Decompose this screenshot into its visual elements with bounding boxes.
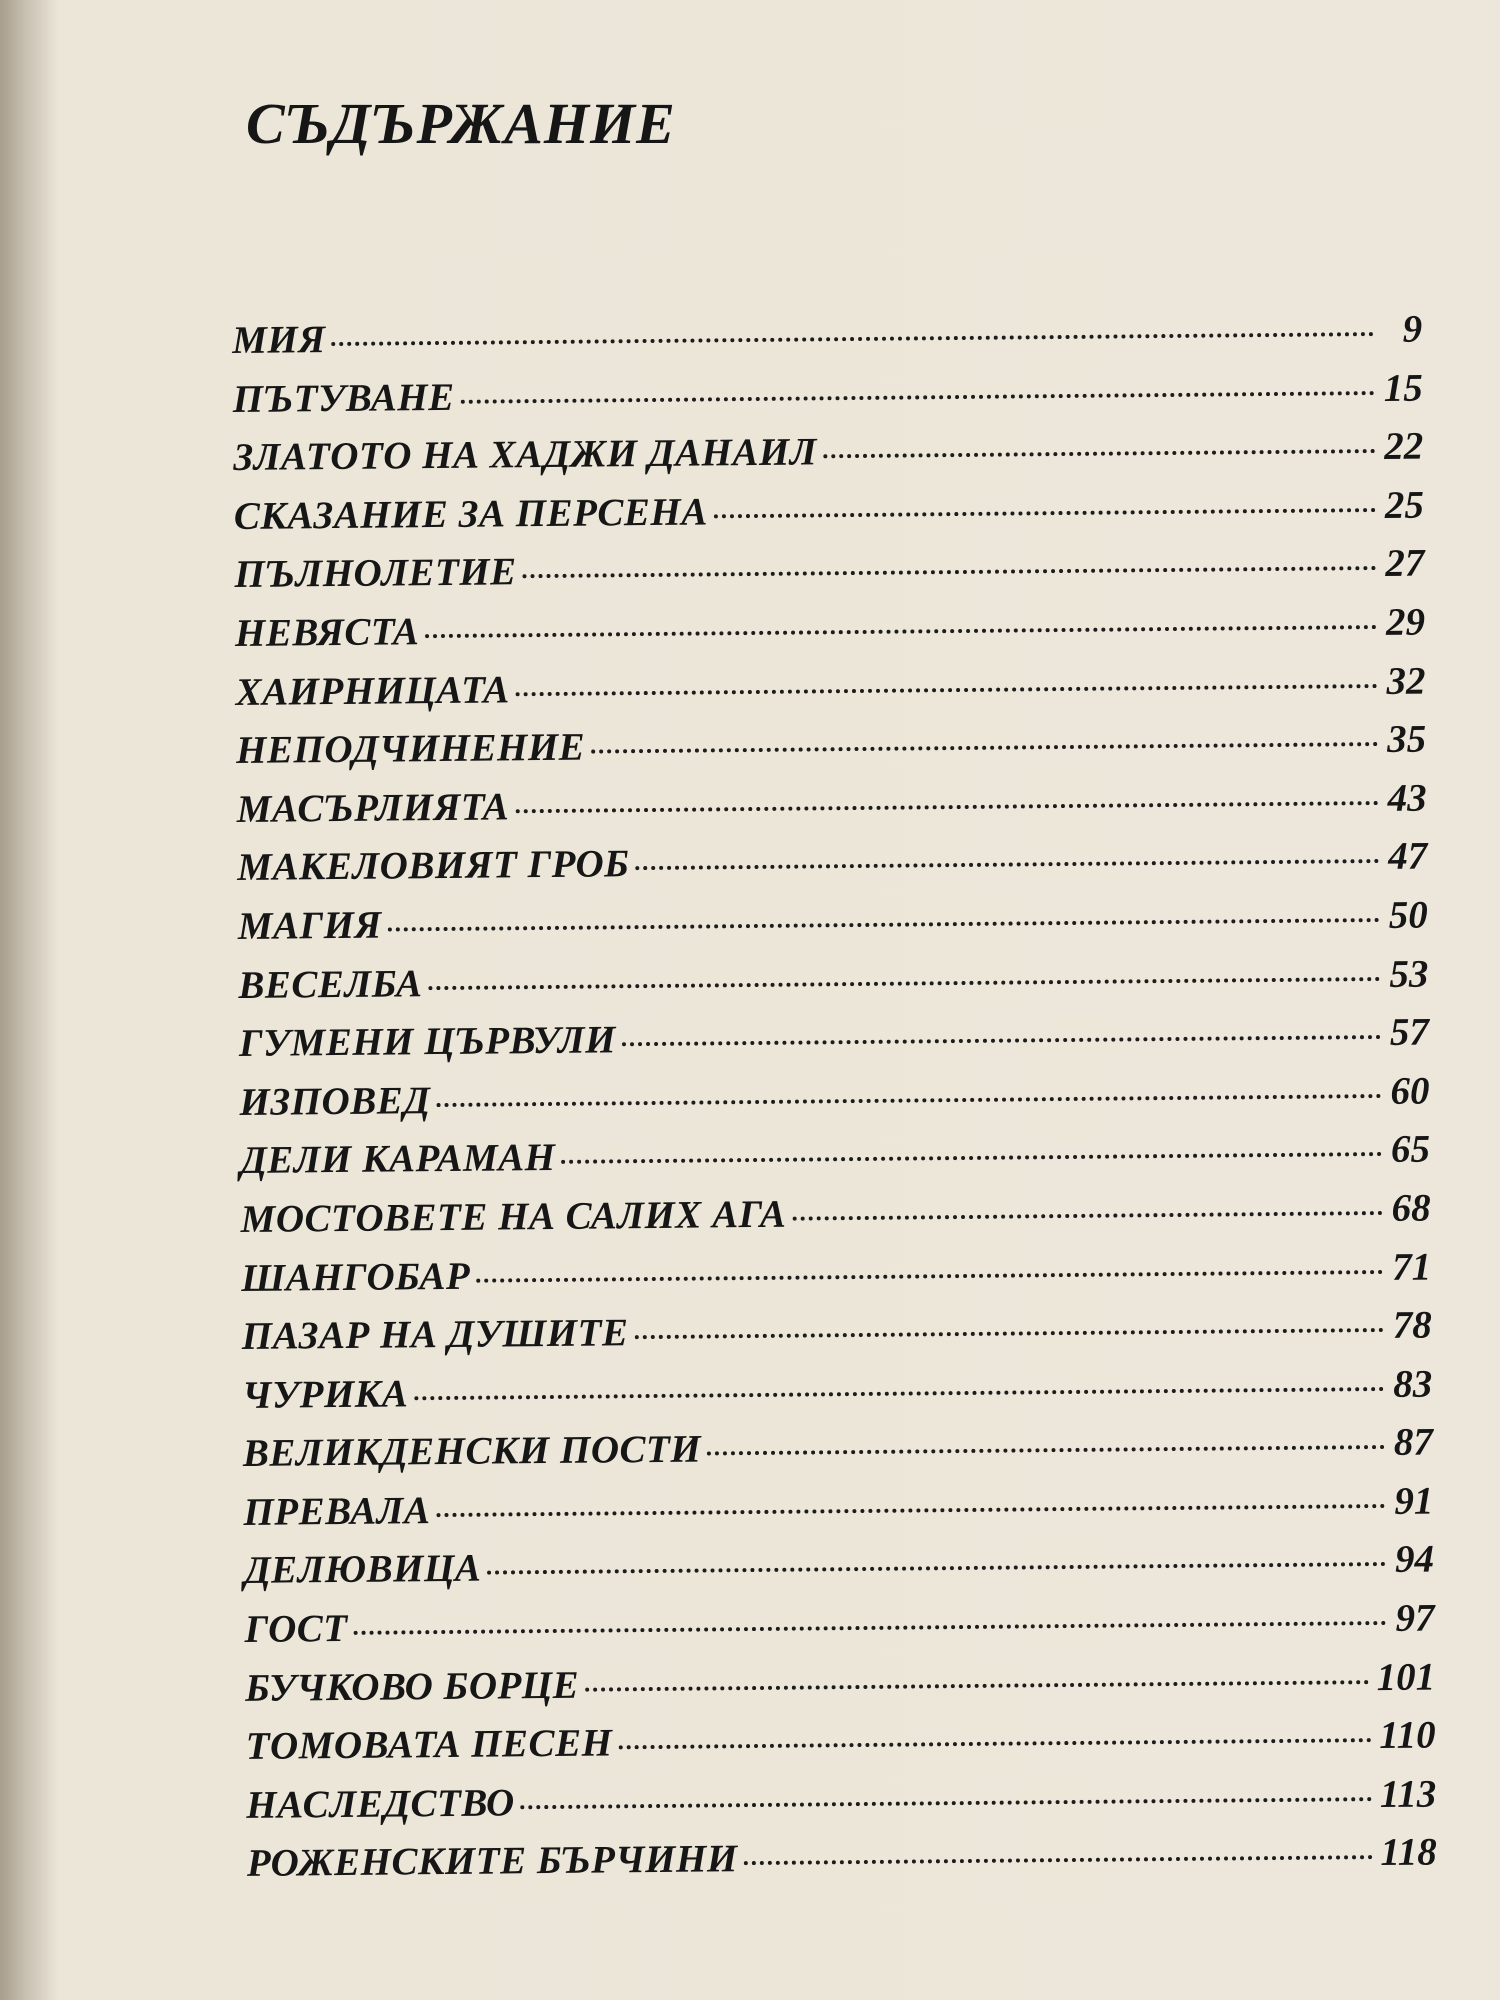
toc-dot-leader [521,1797,1372,1809]
toc-entry-page-number: 32 [1386,659,1426,703]
toc-dot-leader [562,1152,1383,1164]
toc-entry-page-number: 87 [1393,1420,1434,1465]
toc-entry-page-number: 68 [1391,1186,1431,1230]
toc-dot-leader [714,508,1376,518]
toc-entry-page-number: 47 [1388,834,1428,879]
toc-entry-page-number: 35 [1386,717,1427,762]
toc-dot-leader [523,566,1377,578]
toc-dot-leader [516,684,1378,696]
toc-dot-leader [823,449,1375,458]
toc-entry-page-number: 94 [1394,1537,1435,1582]
toc-dot-leader [354,1621,1387,1635]
toc-entry-page-number: 83 [1393,1362,1433,1406]
toc-entry-title: ТОМОВАТА ПЕСЕН [245,1721,613,1769]
toc-entry-title: МИЯ [232,318,326,362]
toc-entry-page-number: 27 [1385,541,1425,586]
toc-dot-leader [428,977,1380,990]
toc-dot-leader [388,918,1380,932]
toc-dot-leader [585,1680,1368,1692]
toc-entry-title: ПЪЛНОЛЕТИЕ [234,550,517,597]
toc-entry-title: ВЕСЕЛБА [238,961,423,1007]
toc-dot-leader [425,625,1377,638]
toc-entry-title: НЕВЯСТА [234,610,420,655]
toc-entry-title: ГУМЕНИ ЦЪРВУЛИ [238,1018,617,1066]
toc-entry-title: ДЕЛЮВИЦА [243,1547,482,1593]
toc-entry-page-number: 60 [1390,1069,1430,1113]
toc-dot-leader [635,859,1379,870]
toc-entry-title: ЗЛАТОТО НА ХАДЖИ ДАНАИЛ [233,430,818,480]
toc-dot-leader [461,391,1375,404]
toc-entry-page-number: 113 [1379,1772,1437,1816]
toc-entry-title: ГОСТ [244,1607,348,1652]
toc-entry-page-number: 25 [1384,483,1425,527]
toc-entry-page-number: 29 [1385,600,1426,644]
toc-entry-page-number: 71 [1391,1245,1432,1289]
toc-entry [247,1830,1438,1900]
toc-entry-page-number: 110 [1379,1713,1436,1758]
contents-heading: СЪДЪРЖАНИЕ [246,91,676,156]
toc-entry-title: ВЕЛИКДЕНСКИ ПОСТИ [242,1427,702,1476]
toc-entry-title: НЕПОДЧИНЕНИЕ [235,725,586,773]
toc-entry-title: ЧУРИКА [242,1372,409,1417]
toc-entry-title: МОСТОВЕТЕ НА САЛИХ АГА [240,1192,787,1241]
toc-dot-leader [436,1504,1385,1517]
toc-entry-page-number: 53 [1389,952,1429,996]
toc-entry-page-number: 97 [1395,1596,1435,1640]
toc-dot-leader [515,801,1378,813]
toc-entry-title: ДЕЛИ КАРАМАН [239,1136,556,1183]
toc-entry-title: ПРЕВАЛА [243,1489,431,1534]
toc-entry-title: ПАЗАР НА ДУШИТЕ [241,1311,629,1359]
toc-entry-page-number: 65 [1390,1127,1431,1172]
toc-entry-page-number: 9 [1402,307,1423,351]
toc-dot-leader [414,1387,1384,1400]
toc-dot-leader [436,1094,1381,1107]
toc-entry-title: РОЖЕНСКИТЕ БЪРЧИНИ [246,1837,738,1886]
toc-entry-title: МАГИЯ [237,903,382,948]
page-gutter-shadow [0,0,58,2000]
toc-dot-leader [744,1856,1373,1866]
toc-entry-page-number: 91 [1394,1479,1434,1523]
toc-entry-title: НАСЛЕДСТВО [246,1781,515,1827]
toc-dot-leader [591,742,1378,754]
toc-entry-title: ИЗПОВЕД [239,1078,431,1124]
toc-dot-leader [476,1269,1383,1282]
toc-entry-title: ПЪТУВАНЕ [232,375,455,421]
toc-dot-leader [618,1738,1371,1749]
toc-dot-leader [622,1035,1381,1046]
toc-dot-leader [332,332,1375,346]
toc-entry-page-number: 22 [1384,424,1424,469]
toc-dot-leader [707,1445,1385,1456]
toc-entry-page-number: 78 [1392,1303,1432,1347]
toc-entry-title: МАКЕЛОВИЯТ ГРОБ [237,842,630,890]
table-of-contents [232,307,1437,1900]
toc-dot-leader [792,1211,1382,1221]
toc-entry-title: СКАЗАНИЕ ЗА ПЕРСЕНА [233,490,708,538]
toc-dot-leader [487,1562,1386,1575]
toc-entry-page-number: 118 [1380,1830,1437,1875]
toc-entry-title: МАСЪРЛИЯТА [236,785,510,831]
toc-entry-page-number: 57 [1389,1010,1430,1055]
toc-entry-title: БУЧКОВО БОРЦЕ [244,1663,580,1710]
toc-entry-page-number: 50 [1388,893,1428,937]
toc-entry-page-number: 15 [1383,366,1423,410]
toc-entry-title: ХАИРНИЦАТА [235,667,510,714]
toc-entry-title: ШАНГОБАР [241,1254,471,1300]
toc-entry-page-number: 101 [1376,1655,1436,1699]
toc-dot-leader [635,1328,1384,1339]
toc-entry-page-number: 43 [1387,776,1427,820]
